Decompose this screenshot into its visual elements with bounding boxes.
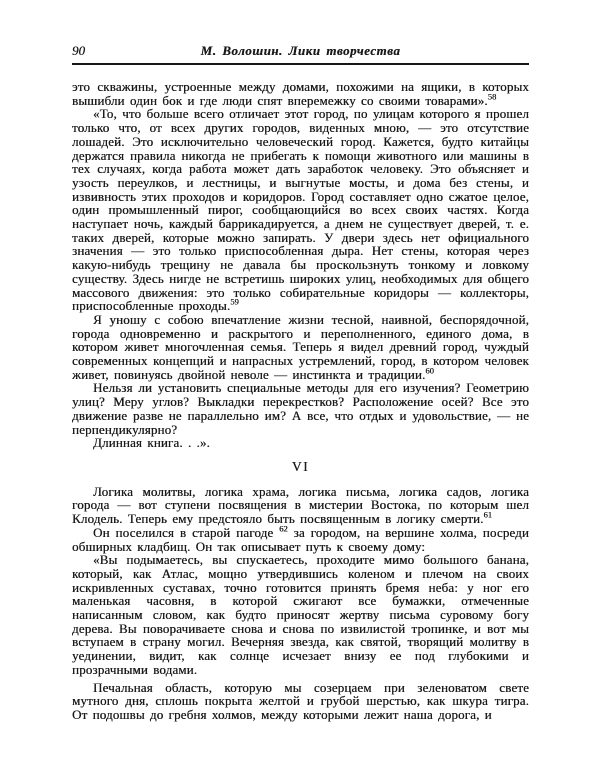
paragraph	[72, 107, 529, 313]
paragraph	[72, 523, 530, 554]
paragraph	[72, 485, 529, 526]
page-body	[72, 80, 529, 722]
paragraph	[72, 436, 529, 450]
text-run: за городом, на вершине холма, посреди обширных кладбищ. Он так описывает путь к своему дому:	[72, 524, 530, 554]
running-head	[72, 44, 529, 58]
footnote-reference: 62	[279, 523, 288, 534]
text-run: «Вы подымаетесь, вы спускаетесь, проходите мимо большого банана, который, как Атлас, мощно утвердившись коленом и плечом на своих искривленных суставах, точно готовится принять бремя неба: у ног его маленькая часовня, в которой сжигают все бумажки, отмеченные написанным словом, как будто приносят жертву письма суровому богу дерева. Вы поворачиваете снова и снова по извилистой тропинке, и вот мы вступаем в страну могил. Вечерняя звезда, как святой, творящий молитву в уединении, видит, как солнце исчезает внизу ее под глубокими и прозрачными водами.	[72, 552, 529, 677]
paragraph	[72, 381, 529, 436]
paragraph	[72, 553, 529, 676]
header-rule	[72, 63, 529, 65]
text-run: Он поселился в старой пагоде	[93, 524, 280, 540]
text-run: Логика молитвы, логика храма, логика письма, логика садов, логика города — вот ступени посвящения в мистерии Востока, по которым шел Клодель. Теперь ему предстояло быть посвященным в логику смерти.	[72, 483, 529, 527]
footnote-reference: 58	[487, 91, 497, 102]
footnote-reference: 60	[425, 365, 434, 376]
footnote-reference: 59	[230, 296, 239, 307]
running-title: М. Волошин. Лики творчества	[200, 43, 401, 58]
text-run: «То, что больше всего отличает этот город, по улицам которого я прошел только что, от всех других городов, виденных мною, — это отсутствие лошадей. Это исключительно человеческий город. Кажется, будто китайцы держатся правила никогда не прибегать к помощи животного или машины в тех случаях, когда работа может дать заработок человеку. Это объясняет и узость переулков, и лестницы, и выгнутые мосты, и дома без стены, и извивность этих проходов и коридоров. Город составляет одно сжатое целое, один промышленный пирог, сообщающийся во всех своих частях. Когда наступает ночь, каждый баррикадируется, а днем не существует дверей, т. е. таких дверей, которые можно запирать. У двери здесь нет официального значения — это только приспособленная дыра. Нет стены, которая через какую-нибудь трещину не давала бы проскользнуть тонкому и ловкому существу. Здесь нигде не встретишь широких улиц, необходимых для общего массового движения: это только собирательные коридоры — коллекторы, приспособленные проходы.	[72, 106, 529, 314]
text-run: Длинная книга. . .».	[93, 435, 210, 451]
paragraph	[72, 80, 529, 107]
page-number: 90	[72, 43, 85, 58]
page-content	[72, 44, 529, 722]
section-heading	[72, 460, 529, 474]
text-run: Печальная область, которую мы созерцаем при зеленоватом свете мутного дня, сплошь покрыта желтой и грубой шерстью, как шкура тигра. От подошвы до гребня холмов, между которыми лежит наша дорога, и	[72, 679, 529, 722]
footnote-reference: 61	[483, 509, 493, 520]
text-run: Я уношу с собою впечатление жизни тесной, наивной, беспорядочной, города одновременно и раскрытого и переполненного, единого дома, в котором живет многочленная семья. Теперь я видел древний город, чуждый современных концепций и напрасных устремлений, город, в котором человек живет, повинуясь двойной неволе — инстинкта и традиции.	[72, 311, 529, 382]
paragraph	[72, 313, 529, 382]
text-run: это скважины, устроенные между домами, похожими на ящики, в которых вышибли один бок и где люди спят вперемежку со своими товарами».	[72, 79, 529, 108]
paragraph	[72, 681, 529, 722]
text-run: VI	[291, 458, 310, 474]
text-run: Нельзя ли установить специальные методы для его изучения? Геометрию улиц? Меру углов? Выкладки перекрестков? Расположение осей? Все это движение разве не параллельно им? А все, что отдых и удовольствие, — не перпендикулярно?	[72, 380, 529, 437]
